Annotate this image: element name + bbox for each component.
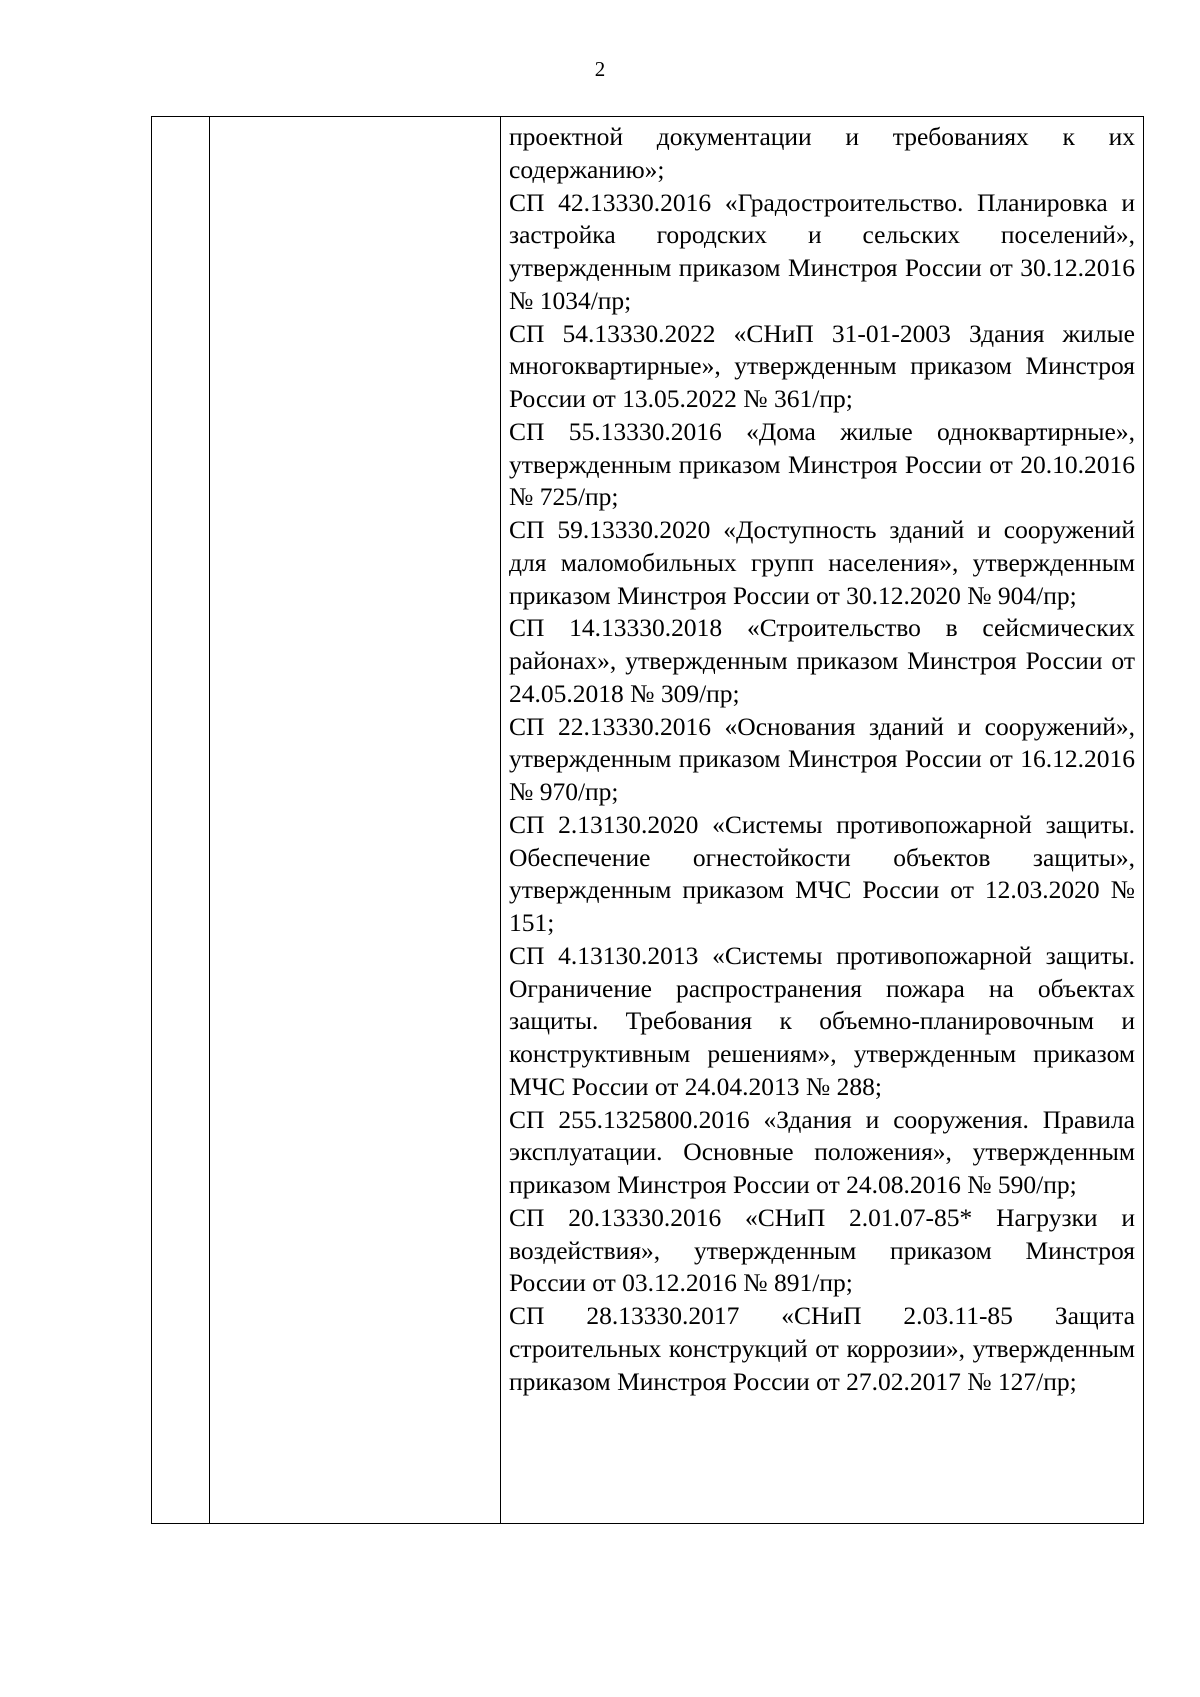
references-cell — [501, 117, 1144, 1524]
subject-cell — [210, 117, 501, 1524]
reference-paragraph: СП 22.13330.2016 «Основания зданий и сооружений», утвержденным приказом Минстроя России от 16.12.2016 № 970/пр; — [509, 711, 1135, 806]
reference-paragraph: СП 42.13330.2016 «Градостроительство. Планировка и застройка городских и сельских поселений», утвержденным приказом Минстроя России от 30.12.2016 № 1034/пр; — [509, 187, 1135, 315]
reference-paragraph: СП 54.13330.2022 «СНиП 31-01-2003 Здания жилые многоквартирные», утвержденным приказом Минстроя России от 13.05.2022 № 361/пр; — [509, 318, 1135, 413]
reference-paragraph: СП 255.1325800.2016 «Здания и сооружения. Правила эксплуатации. Основные положения», утвержденным приказом Минстроя России от 24.08.2016 № 590/пр; — [509, 1104, 1135, 1199]
requirements-table — [151, 116, 1144, 1524]
number-cell — [152, 117, 210, 1524]
references-text — [501, 117, 1143, 1398]
table-row — [152, 117, 1144, 1524]
reference-paragraph: СП 59.13330.2020 «Доступность зданий и сооружений для маломобильных групп населения», утвержденным приказом Минстроя России от 30.12.2020 № 904/пр; — [509, 515, 1135, 610]
reference-paragraph: СП 2.13130.2020 «Системы противопожарной защиты. Обеспечение огнестойкости объектов защиты», утвержденным приказом МЧС России от 12.03.2020 № 151; — [509, 809, 1135, 937]
reference-paragraph: СП 55.13330.2016 «Дома жилые одноквартирные», утвержденным приказом Минстроя России от 20.10.2016 № 725/пр; — [509, 416, 1135, 512]
reference-paragraph: проектной документации и требованиях к их содержанию»; — [509, 122, 1135, 184]
reference-paragraph: СП 14.13330.2018 «Строительство в сейсмических районах», утвержденным приказом Минстроя России от 24.05.2018 № 309/пр; — [509, 613, 1135, 708]
reference-paragraph: СП 4.13130.2013 «Системы противопожарной защиты. Ограничение распространения пожара на объектах защиты. Требования к объемно-планировочным и конструктивным решениям», утвержденным приказом МЧС России от 24.04.2013 № 288; — [509, 940, 1135, 1101]
reference-paragraph: СП 28.13330.2017 «СНиП 2.03.11-85 Защита строительных конструкций от коррозии», утвержденным приказом Минстроя России от 27.02.2017 № 127/пр; — [509, 1301, 1135, 1396]
reference-paragraph: СП 20.13330.2016 «СНиП 2.01.07-85* Нагрузки и воздействия», утвержденным приказом Минстроя России от 03.12.2016 № 891/пр; — [509, 1202, 1135, 1298]
page-number: 2 — [594, 57, 606, 81]
